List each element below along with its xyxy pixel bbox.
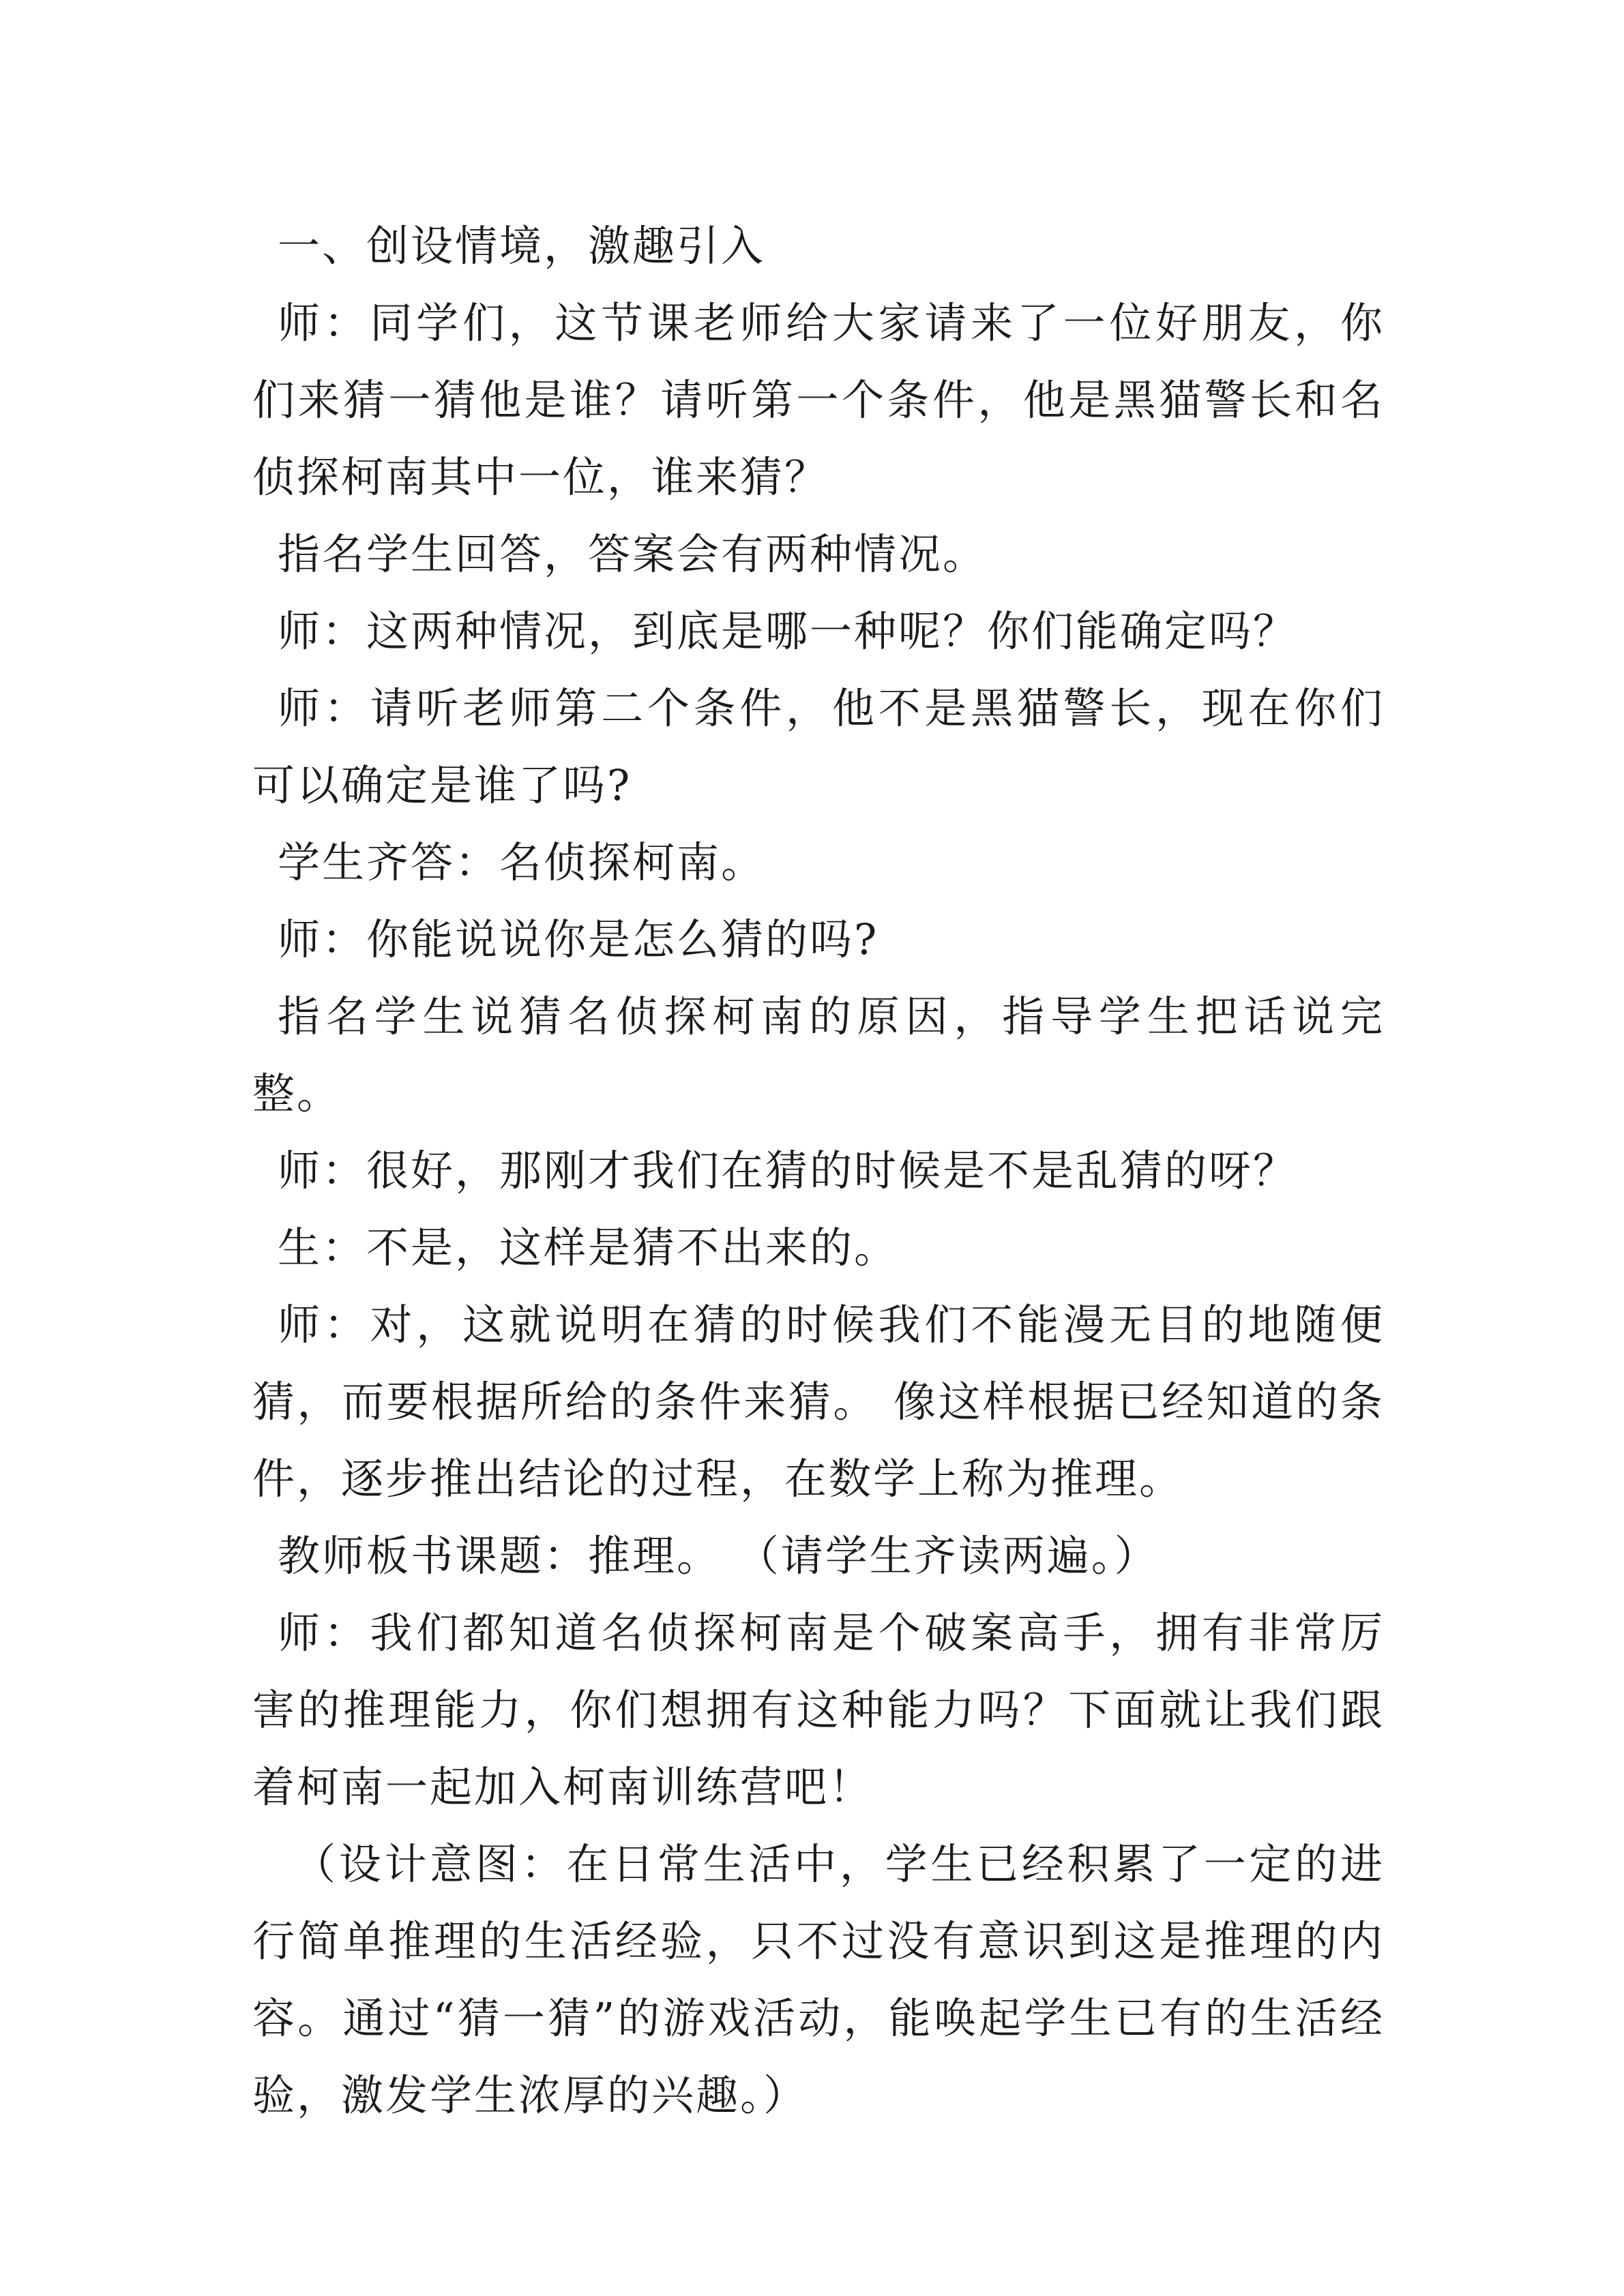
- paragraph: 指名学生回答，答案会有两种情况。: [278, 529, 988, 579]
- section-heading: 一、创设情境，激趣引入: [278, 221, 766, 271]
- paragraph: 生：不是，这样是猜不出来的。: [278, 1223, 899, 1272]
- paragraph: 师：对，这就说明在猜的时候我们不能漫无目的地随便猜，而要根据所给的条件来猜。 像这样根据已经知道的条件，逐步推出结论的过程，在数学上称为推理。: [252, 1300, 1385, 1504]
- paragraph: 师：同学们，这节课老师给大家请来了一位好朋友，你们来猜一猜他是谁？请听第一个条件，他是黑猫警长和名侦探柯南其中一位，谁来猜？: [252, 298, 1385, 502]
- paragraph: 教师板书课题：推理。 （请学生齐读两遍。）: [278, 1531, 1159, 1581]
- paragraph: 师：我们都知道名侦探柯南是个破案高手，拥有非常厉害的推理能力，你们想拥有这种能力吗？下面就让我们跟着柯南一起加入柯南训练营吧！: [252, 1608, 1385, 1812]
- paragraph: 师：请听老师第二个条件，他不是黑猫警长，现在你们可以确定是谁了吗?: [252, 683, 1385, 810]
- paragraph: 师：这两种情况，到底是哪一种呢？你们能确定吗？: [278, 606, 1298, 656]
- paragraph: 师：你能说说你是怎么猜的吗?: [278, 914, 879, 964]
- document-body: [252, 207, 1385, 2134]
- paragraph: 指名学生说猜名侦探柯南的原因，指导学生把话说完整。: [252, 992, 1385, 1118]
- paragraph: 师：很好，那刚才我们在猜的时候是不是乱猜的呀？: [278, 1146, 1298, 1195]
- design-intent-note: （设计意图：在日常生活中，学生已经积累了一定的进行简单推理的生活经验，只不过没有意识到这是推理的内容。通过“猜一猜”的游戏活动，能唤起学生已有的生活经验，激发学生浓厚的兴趣。）: [252, 1839, 1385, 2120]
- paragraph: 学生齐答：名侦探柯南。: [278, 837, 766, 887]
